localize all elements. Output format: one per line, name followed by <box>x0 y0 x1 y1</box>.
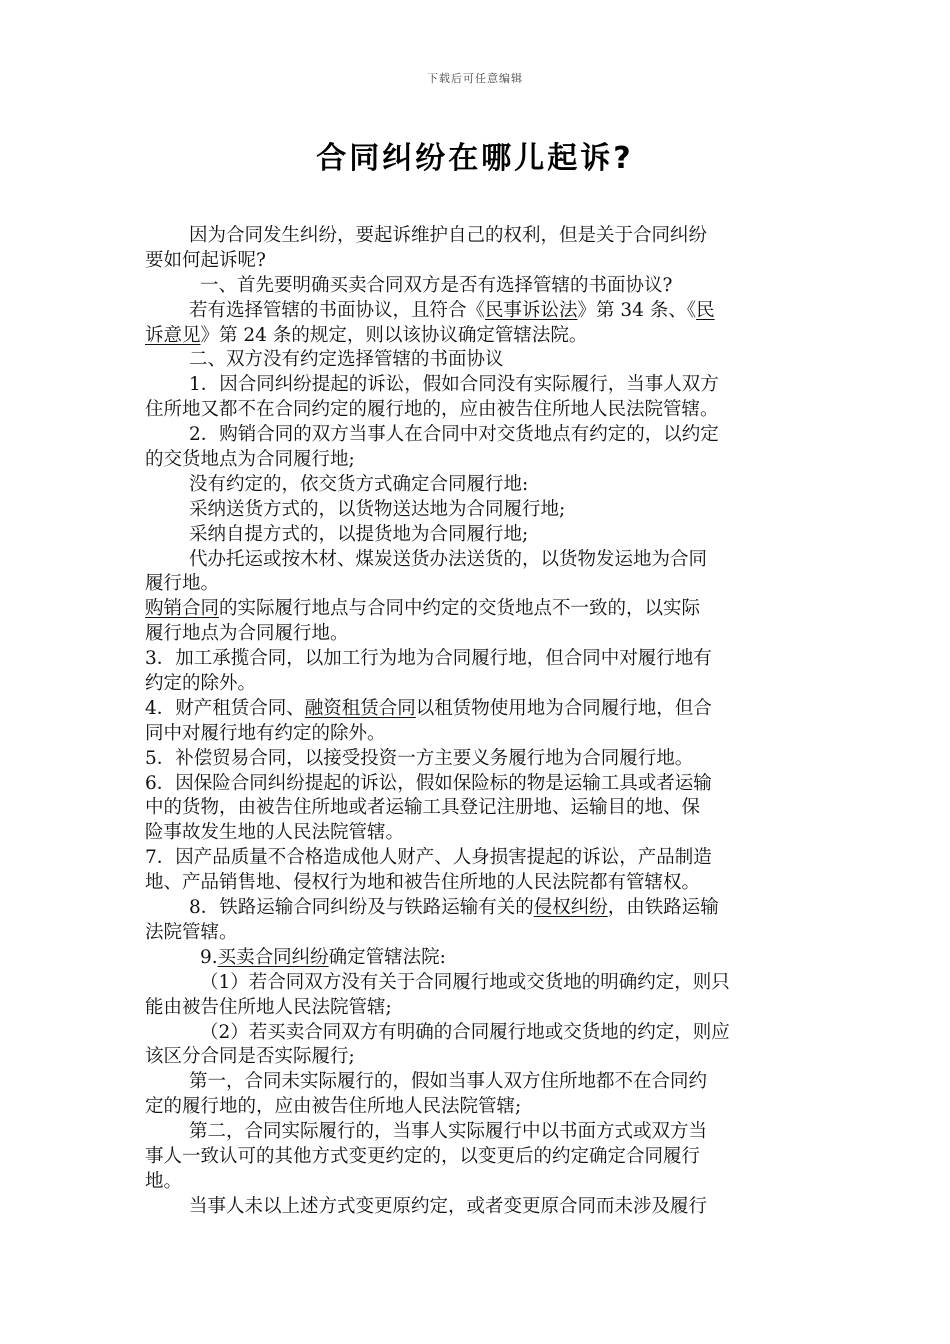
body-text <box>145 224 805 1220</box>
text-line: 采纳自提方式的，以提货地为合同履行地; <box>189 523 529 545</box>
text-line: 二、双方没有约定选择管辖的书面协议 <box>189 349 504 371</box>
text-span: 9. <box>200 946 218 968</box>
text-line: 地、产品销售地、侵权行为地和被告住所地的人民法院都有管辖权。 <box>145 872 701 894</box>
text-span: 以租赁物使用地为合同履行地，但合 <box>415 697 712 719</box>
header-note: 下载后可任意编辑 <box>427 72 523 85</box>
hyperlink[interactable]: 诉意见 <box>145 324 201 346</box>
text-line: 3．加工承揽合同，以加工行为地为合同履行地，但合同中对履行地有 <box>145 648 712 670</box>
text-line <box>145 946 805 971</box>
text-line: 一、首先要明确买卖合同双方是否有选择管辖的书面协议? <box>200 274 673 296</box>
text-span: 8．铁路运输合同纠纷及与铁路运输有关的 <box>189 897 534 919</box>
text-span: 》第 24 条的规定，则以该协议确定管辖法院。 <box>200 324 588 346</box>
text-span: 》第 34 条、《 <box>577 299 697 321</box>
text-line: 约定的除外。 <box>145 673 257 695</box>
text-line: 第二，合同实际履行的，当事人实际履行中以书面方式或双方当 <box>189 1121 708 1143</box>
text-line: 该区分合同是否实际履行; <box>145 1046 355 1068</box>
text-line: 没有约定的，依交货方式确定合同履行地: <box>189 473 529 495</box>
text-line: 法院管辖。 <box>145 921 238 943</box>
text-line: 地。 <box>145 1170 183 1192</box>
text-line: 1．因合同纠纷提起的诉讼，假如合同没有实际履行，当事人双方 <box>189 374 719 396</box>
hyperlink[interactable]: 买卖合同纠纷 <box>217 946 329 968</box>
hyperlink[interactable]: 购销合同 <box>145 598 220 620</box>
hyperlink[interactable]: 民 <box>696 299 715 321</box>
text-line: 7．因产品质量不合格造成他人财产、人身损害提起的诉讼，产品制造 <box>145 847 712 869</box>
text-line: 第一，合同未实际履行的，假如当事人双方住所地都不在合同约 <box>189 1071 708 1093</box>
text-line: 履行地。 <box>145 573 220 595</box>
text-line: 的交货地点为合同履行地; <box>145 449 355 471</box>
hyperlink[interactable]: 侵权纠纷 <box>533 897 608 919</box>
text-line <box>145 597 805 622</box>
text-line: （2）若买卖合同双方有明确的合同履行地或交货地的约定，则应 <box>200 1021 730 1043</box>
page-title: 合同纠纷在哪儿起诉? <box>316 141 634 176</box>
text-line: 能由被告住所地人民法院管辖; <box>145 996 392 1018</box>
text-line: 险事故发生地的人民法院管辖。 <box>145 822 405 844</box>
text-line: 要如何起诉呢? <box>145 249 266 271</box>
text-line: 6．因保险合同纠纷提起的诉讼，假如保险标的物是运输工具或者运输 <box>145 772 712 794</box>
text-line: 代办托运或按木材、煤炭送货办法送货的，以货物发运地为合同 <box>189 548 708 570</box>
text-span: 若有选择管辖的书面协议，且符合《 <box>189 299 486 321</box>
text-line <box>145 324 805 349</box>
hyperlink[interactable]: 融资租赁合同 <box>304 697 416 719</box>
text-line: 住所地又都不在合同约定的履行地的，应由被告住所地人民法院管辖。 <box>145 399 719 421</box>
text-span: 的实际履行地点与合同中约定的交货地点不一致的，以实际 <box>219 598 701 620</box>
text-line <box>145 299 805 324</box>
text-span: 确定管辖法院: <box>328 946 446 968</box>
text-line: 2．购销合同的双方当事人在合同中对交货地点有约定的，以约定 <box>189 424 719 446</box>
text-line <box>145 896 805 921</box>
text-line: 同中对履行地有约定的除外。 <box>145 722 386 744</box>
text-span: ，由铁路运输 <box>607 897 719 919</box>
text-line <box>145 697 805 722</box>
text-line: 5．补偿贸易合同，以接受投资一方主要义务履行地为合同履行地。 <box>145 747 694 769</box>
text-line: 因为合同发生纠纷，要起诉维护自己的权利，但是关于合同纠纷 <box>189 225 708 246</box>
text-line: （1）若合同双方没有关于合同履行地或交货地的明确约定，则只 <box>200 971 730 993</box>
text-line: 中的货物，由被告住所地或者运输工具登记注册地、运输目的地、保 <box>145 797 701 819</box>
text-line: 事人一致认可的其他方式变更约定的，以变更后的约定确定合同履行 <box>145 1145 701 1167</box>
text-line: 当事人未以上述方式变更原约定，或者变更原合同而未涉及履行 <box>189 1195 708 1217</box>
text-span: 4．财产租赁合同、 <box>145 697 305 719</box>
text-line: 定的履行地的，应由被告住所地人民法院管辖; <box>145 1096 522 1118</box>
hyperlink[interactable]: 民事诉讼法 <box>485 299 578 321</box>
text-line: 履行地点为合同履行地。 <box>145 623 349 645</box>
text-line: 采纳送货方式的，以货物送达地为合同履行地; <box>189 498 566 520</box>
